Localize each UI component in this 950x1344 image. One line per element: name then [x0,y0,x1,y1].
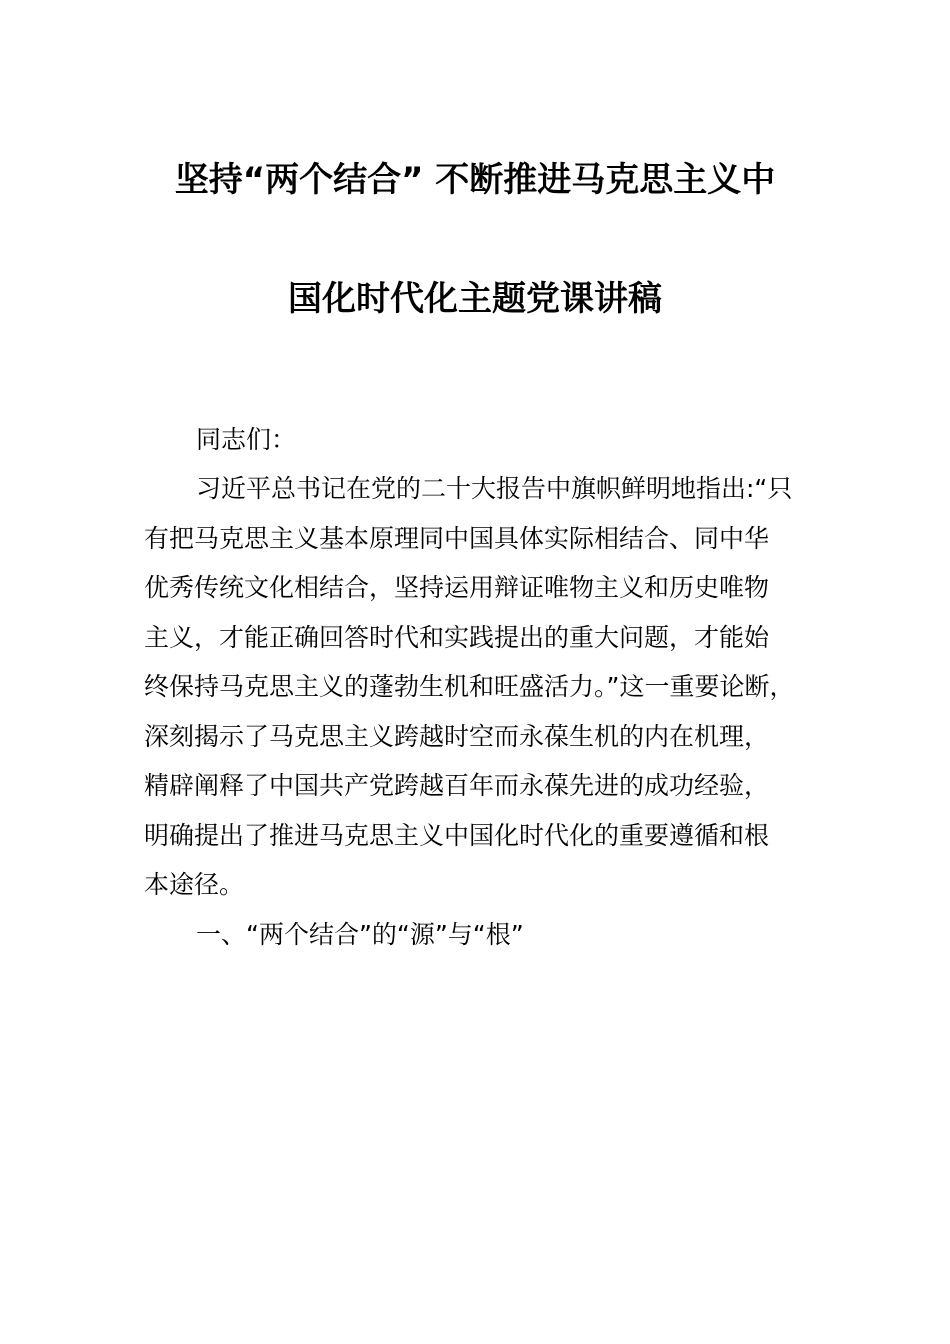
paragraph-line: 深刻揭示了马克思主义跨越时空而永葆生机的内在机理， [144,721,770,751]
paragraph-line: 主义，才能正确回答时代和实践提出的重大问题，才能始 [144,622,770,652]
paragraph-line: 精辟阐释了中国共产党跨越百年而永葆先进的成功经验， [144,771,770,800]
paragraph-line: 明确提出了推进马克思主义中国化时代化的重要遵循和根 [144,820,770,850]
section-heading-text: 一、“两个结合”的“源”与“根” [196,920,524,949]
paragraph-line: 有把马克思主义基本原理同中国具体实际相结合、同中华 [144,523,770,553]
paragraph-line: 优秀传统文化相结合，坚持运用辩证唯物主义和历史唯物 [144,573,770,602]
paragraph-line: 习近平总书记在党的二十大报告中旗帜鲜明地指出:“只 [196,474,793,503]
paragraph-line: 终保持马克思主义的蓬勃生机和旺盛活力。”这一重要论断， [144,672,795,701]
paragraph-line: 本途径。 [144,870,245,899]
paragraph-1 [144,464,834,910]
salutation-text: 同志们： [196,425,297,454]
document-title-line-1: 坚持“两个结合” 不断推进马克思主义中 [174,160,776,200]
salutation [144,415,834,465]
document-title-line-2: 国化时代化主题党课讲稿 [288,279,662,319]
section-heading-1 [144,910,834,960]
